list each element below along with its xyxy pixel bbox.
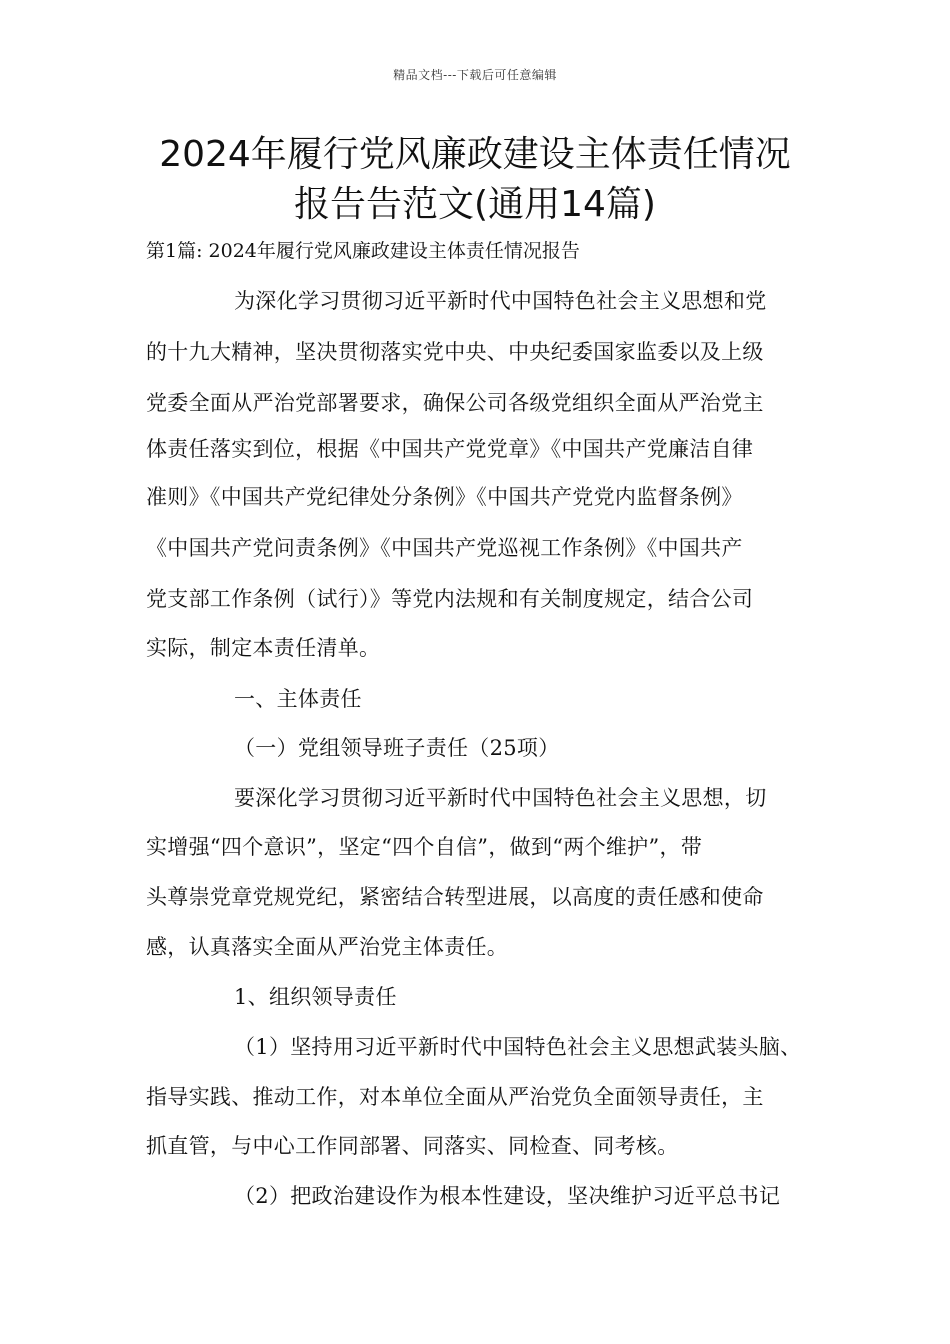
paragraph-line: 《中国共产党问责条例》《中国共产党巡视工作条例》《中国共产 [146, 536, 743, 560]
paragraph-line: 的十九大精神，坚决贯彻落实党中央、中央纪委国家监委以及上级 [146, 340, 764, 364]
section-heading: 一、主体责任 [234, 687, 362, 711]
paragraph-line: 指导实践、推动工作，对本单位全面从严治党负全面领导责任，主 [146, 1085, 764, 1109]
paragraph-line: 准则》《中国共产党纪律处分条例》《中国共产党党内监督条例》 [146, 485, 743, 509]
item-heading: 1、组织领导责任 [234, 985, 397, 1009]
paragraph-line: 为深化学习贯彻习近平新时代中国特色社会主义思想和党 [234, 289, 767, 313]
header-watermark: 精品文档---下载后可任意编辑 [393, 68, 557, 82]
paragraph-line: 要深化学习贯彻习近平新时代中国特色社会主义思想，切 [234, 786, 767, 810]
paragraph-line: 抓直管，与中心工作同部署、同落实、同检查、同考核。 [146, 1134, 679, 1158]
section-subtitle: 第1篇: 2024年履行党风廉政建设主体责任情况报告 [146, 240, 580, 262]
paragraph-line: （1）坚持用习近平新时代中国特色社会主义思想武装头脑、 [234, 1035, 802, 1059]
paragraph-line: 实际，制定本责任清单。 [146, 636, 381, 660]
title-line-2: 报告告范文(通用14篇) [294, 184, 656, 225]
paragraph-line: （2）把政治建设作为根本性建设，坚决维护习近平总书记 [234, 1184, 781, 1208]
paragraph-line: 头尊崇党章党规党纪，紧密结合转型进展，以高度的责任感和使命 [146, 885, 764, 909]
paragraph-line: 实增强“四个意识”，坚定“四个自信”，做到“两个维护”，带 [146, 835, 703, 859]
paragraph-line: 体责任落实到位，根据《中国共产党党章》《中国共产党廉洁自律 [146, 437, 754, 461]
paragraph-line: 党委全面从严治党部署要求，确保公司各级党组织全面从严治党主 [146, 391, 764, 415]
title-line-1: 2024年履行党风廉政建设主体责任情况 [159, 134, 791, 175]
paragraph-line: 党支部工作条例（试行）》等党内法规和有关制度规定，结合公司 [146, 587, 754, 611]
subsection-heading: （一）党组领导班子责任（25项） [234, 736, 560, 760]
paragraph-line: 感，认真落实全面从严治党主体责任。 [146, 935, 509, 959]
document-title [100, 130, 850, 230]
